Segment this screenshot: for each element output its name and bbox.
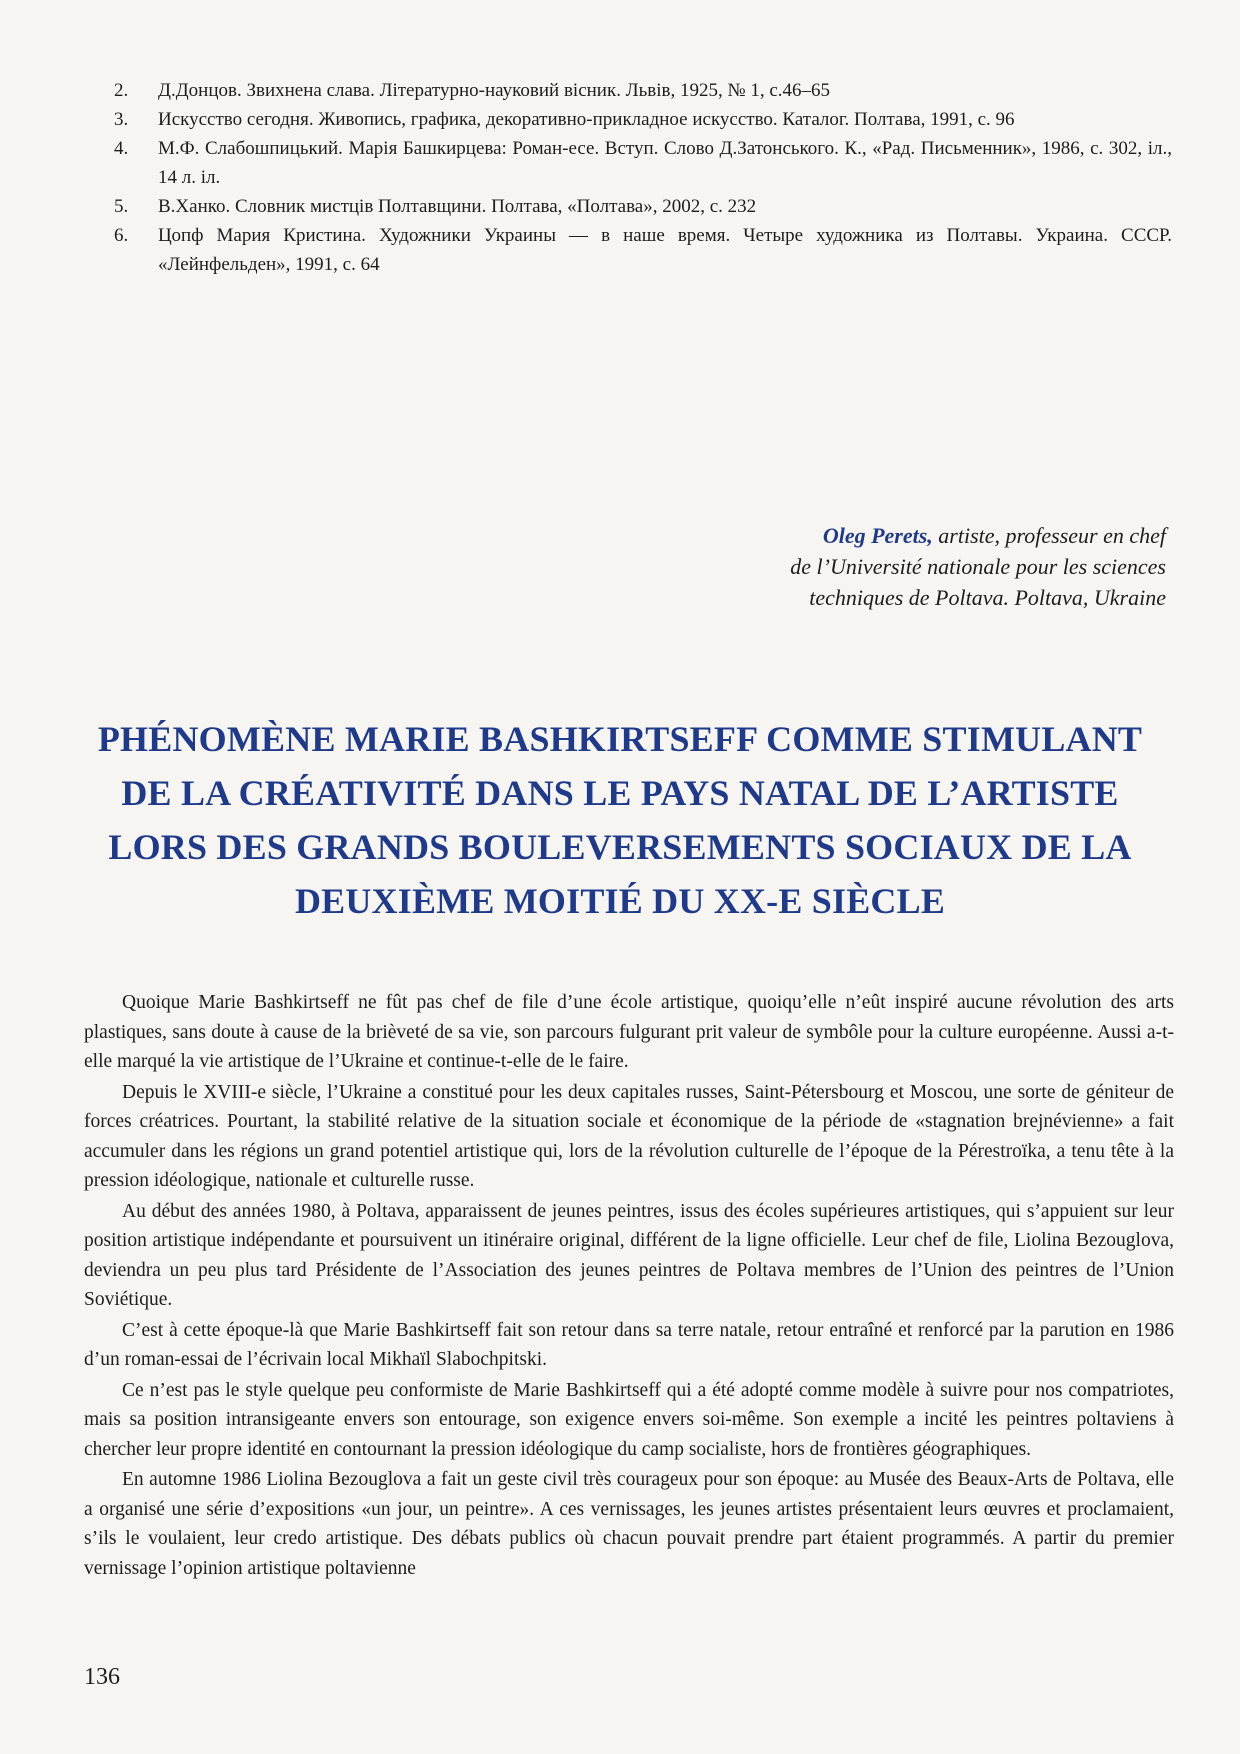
author-name: Oleg Perets,: [822, 523, 933, 548]
reference-item: [114, 221, 1172, 279]
reference-item: [114, 105, 1172, 134]
paragraph: Au début des années 1980, à Poltava, apparaissent de jeunes peintres, issus des écoles supérieures artistiques, qui s’appuient sur leur position artistique indépendante et poursuivent un itinéraire original, différent de la ligne officielle. Leur chef de file, Liolina Bezouglova, deviendra un peu plus tard Présidente de l’Association des jeunes peintres de Poltava membres de l’Union des peintres de l’Union Soviétique.: [84, 1200, 1174, 1310]
article-body: [84, 988, 1174, 1583]
reference-text: Цопф Мария Кристина. Художники Украины — в наше время. Четыре художника из Полтавы. Украина. СССР. «Лейнфельден», 1991, с. 64: [158, 225, 1172, 275]
paragraph: En automne 1986 Liolina Bezouglova a fait un geste civil très courageux pour son époque: au Musée des Beaux-Arts de Poltava, elle a organisé une série d’expositions «un jour, un peintre». A ces vernissages, les jeunes artistes présentaient leurs œuvres et proclamaient, s’ils le voulaient, leur credo artistique. Des débats publics où chacun pouvait prendre part étaient programmés. A partir du premier vernissage l’opinion artistique poltavienne: [84, 1469, 1174, 1579]
article-title: [70, 712, 1170, 928]
paragraph: Depuis le XVIII-e siècle, l’Ukraine a constitué pour les deux capitales russes, Saint-Pétersbourg et Moscou, une sorte de géniteur de forces créatrices. Pourtant, la stabilité relative de la situation sociale et économique de la période de «stagnation brejnévienne» a fait accumuler dans les régions un grand potentiel artistique qui, lors de la révolution culturelle de l’époque de la Pérestroïka, a tenu tête à la pression idéologique, nationale et culturelle russe.: [84, 1081, 1174, 1191]
title-line: PHÉNOMÈNE MARIE BASHKIRTSEFF COMME STIMULANT: [97, 719, 1143, 759]
reference-number: 3.: [114, 109, 129, 130]
reference-number: 5.: [114, 196, 129, 217]
title-line: LORS DES GRANDS BOULEVERSEMENTS SOCIAUX DE LA: [108, 827, 1132, 867]
title-line: DEUXIÈME MOITIÉ DU XX-E SIÈCLE: [294, 881, 946, 921]
paragraph: C’est à cette époque-là que Marie Bashkirtseff fait son retour dans sa terre natale, retour entraîné et renforcé par la parution en 1986 d’un roman-essai de l’écrivain local Mikhaïl Slabochpitski.: [84, 1319, 1174, 1370]
paragraph: Quoique Marie Bashkirtseff ne fût pas chef de file d’une école artistique, quoiqu’elle n’eût inspiré aucune révolution des arts plastiques, sans doute à cause de la brièveté de sa vie, son parcours fulgurant prit valeur de symbôle pour la culture européenne. Aussi a-t-elle marqué la vie artistique de l’Ukraine et continue-t-elle de le faire.: [84, 992, 1174, 1072]
author-line-3: techniques de Poltava. Poltava, Ukraine: [809, 585, 1166, 610]
author-line-2: de l’Université nationale pour les sciences: [790, 554, 1166, 579]
reference-number: 4.: [114, 138, 129, 159]
reference-item: [114, 134, 1172, 192]
reference-text: Д.Донцов. Звихнена слава. Літературно-науковий вісник. Львів, 1925, № 1, с.46–65: [158, 80, 831, 101]
reference-text: В.Ханко. Словник мистців Полтавщини. Полтава, «Полтава», 2002, с. 232: [158, 196, 757, 217]
reference-number: 6.: [114, 225, 129, 246]
author-block: [646, 520, 1166, 613]
paragraph: Ce n’est pas le style quelque peu conformiste de Marie Bashkirtseff qui a été adopté comme modèle à suivre pour nos compatriotes, mais sa position intransigeante envers son entourage, son exigence envers soi-même. Son exemple a incité les peintres poltaviens à chercher leur propre identité en contournant la pression idéologique du camp socialiste, hors de frontières géographiques.: [84, 1379, 1174, 1460]
author-line-1: [646, 520, 1166, 551]
reference-item: [114, 192, 1172, 221]
reference-item: [114, 76, 1172, 105]
reference-text: М.Ф. Слабошпицький. Марія Башкирцева: Роман-есе. Вступ. Слово Д.Затонського. К., «Рад. Письменник», 1986, с. 302, іл., 14 л. іл.: [158, 138, 1172, 188]
reference-list: [114, 76, 1172, 279]
page-number: 136: [84, 1664, 120, 1690]
reference-number: 2.: [114, 80, 129, 101]
title-line: DE LA CRÉATIVITÉ DANS LE PAYS NATAL DE L’ARTISTE: [121, 773, 1119, 813]
reference-text: Искусство сегодня. Живопись, графика, декоративно-прикладное искусство. Каталог. Полтава, 1991, с. 96: [158, 109, 1015, 130]
author-role: artiste, professeur en chef: [932, 523, 1166, 548]
